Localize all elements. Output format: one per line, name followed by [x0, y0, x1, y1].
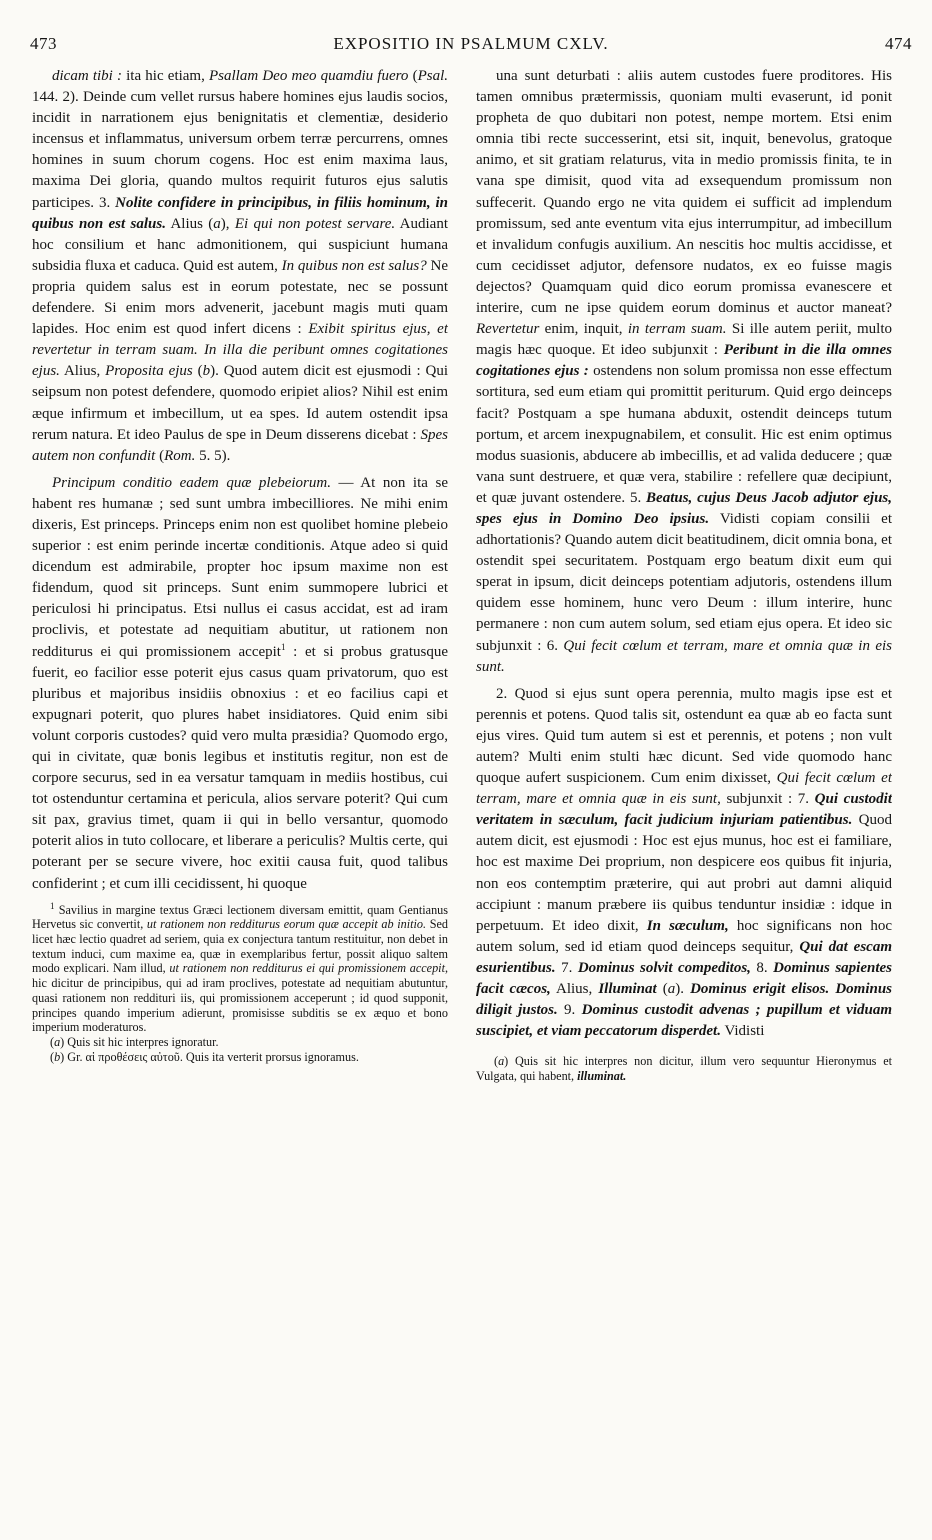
text-run: ( [494, 1054, 499, 1069]
text-run: — At non ita se habent res humanæ ; sed sunt umbra imbecilliores. Ne mihi enim dixeris, Est princeps. Princeps enim non est quolibet homine plebeio superior : est enim perinde incertæ conditionis. Atque adeo si quid dicendum est admirabile, propter hoc ipsum maxime non est fidendum, quod sit princeps. Sunt enim summopere lubrici et periculosi hi principatus. Etsi nullus ei casus accidat, est ad iram proclivis, et potestate ad nequitiam abutitur, ut rationem non redditurus ei qui promissionem accepit [32, 474, 448, 660]
text-run: Alius, [550, 981, 599, 998]
footnote [32, 1050, 448, 1065]
text-run: ), [220, 215, 235, 232]
text-run: Principum conditio eadem quæ plebeiorum. [52, 474, 331, 491]
text-run: ( [408, 68, 418, 84]
text-run: Qui fecit cœlum et terram, mare et omnia quæ in eis sunt. [476, 637, 892, 675]
text-run: ( [656, 981, 668, 998]
paragraph [476, 684, 892, 1043]
text-run: a [498, 1054, 505, 1069]
text-run: ( [50, 1049, 55, 1064]
running-title: EXPOSITIO IN PSALMUM CXLV. [333, 34, 609, 53]
text-run: Qui custodit veritatem in sæculum, facit judicium injuriam patientibus. [476, 791, 892, 829]
text-run: dicam tibi : [52, 68, 122, 84]
right-body [476, 66, 892, 1042]
text-run: Ne propria quidem salus est in eorum potestate, nec se possunt defendere. Si enim mors advenerit, jacebunt magis muti quam lapides. Hoc enim est quod infert dicens : [32, 257, 448, 338]
text-run: ut rationem non redditurus ei qui promissionem accepit [169, 961, 445, 976]
footnote-marker: 1 [50, 900, 55, 911]
text-run: Dominus sapientes facit cæcos, [476, 959, 892, 998]
text-run: Revertetur [476, 321, 540, 338]
text-run: ) Gr. αἱ προθέσεις αὐτοῦ. Quis ita verterit prorsus ignoramus. [60, 1049, 359, 1064]
text-run: Alius, [59, 363, 106, 380]
text-run: Dominus erigit elisos. Dominus diligit justos. [476, 981, 892, 1019]
left-column [32, 66, 448, 1520]
paragraph [32, 473, 448, 895]
footnote [32, 900, 448, 1035]
text-run: Psallam Deo meo quamdiu fuero [209, 68, 409, 84]
text-run: 9. [557, 1002, 582, 1019]
text-run: 5. 5). [195, 447, 231, 464]
text-run: Quod autem dicit, est ejusmodi : Hoc est ejus munus, hoc est ei familiare, hoc est maxime Dei proprium, non despicere eos quibus fit injuria, non eos contemptim præterire, qui aut probri aut damni aliquid accipiunt : manum præbere iis quibus tenduntur insidiæ : idque in perpetuum. Et ideo dixit, [476, 812, 892, 934]
text-run: hoc significans non hoc autem solum, sed id etiam quod deinceps sequitur, [476, 917, 892, 955]
text-run: in terram suam. [627, 321, 727, 338]
text-run: Savilius in margine textus Græci lectionem diversam emittit, quam Gentianus Hervetus sic convertit, [32, 902, 448, 932]
text-run: una sunt deturbati : aliis autem custodes fuere proditores. His tamen omnibus prætermissis, quoniam multi evaserunt, id ponit propheta de quo dubitari non potest, nempe mortem. Etsi enim omnia tibi recte successerint, etsi sit, inquit, benevolus, gratoque animo, et sit gratiam relaturus, vita in medio promissis finita, te in vana spe dimisit, quod vita ad exsequendum promissum non suffecerit. Quando ergo ne vita quidem ei sufficit ad implendum promissum, sed ante eventum vita ejus interrumpitur, ad imbecillum et invalidum confugis auxilium. An nescitis hoc multis accidisse, et cum cecidisset adjutor, defensore nudatos, ex eo fuisse magis dejectos? Quamquam quid dico eorum promissa evanescere et interire, cum ne ipse quidem eorum dominus et auctor maneat? [476, 68, 892, 317]
text-run: 144. 2). Deinde cum vellet rursus habere homines ejus laudis socios, incidit in narrationem ejus benignitatis et clementiæ, desiderio incensus et inflammatus, universum orbem terræ percurrens, omnes homines in suum chorum cogens. Hoc est enim maxima laus, maxima Dei gloria, quando multos requirit futuros ejus salutis participes. 3. [32, 89, 448, 211]
text-run: ) Quis sit hic interpres ignoratur. [60, 1034, 219, 1049]
text-run: Vidisti [720, 1023, 765, 1040]
text-run: ). Quod autem dicit est ejusmodi : Qui seipsum non potest defendere, quomodo eripiet alios? Nihil est enim æque infirmum et imbecillum, ut ea spes. Id autem ostendit ipsa rerum natura. Et ideo Paulus de spe in Deum disserens dicebat : [32, 363, 448, 443]
text-run: Illuminat [598, 981, 657, 998]
text-run: Audiant hoc consilium et hanc admonitionem, qui suspiciunt humana subsidia fluxa et caduca. Quid est autem, [32, 215, 448, 274]
text-run: In sæculum, [646, 917, 729, 934]
text-run: ). [675, 981, 691, 998]
text-run: ostendens non solum promissa non esse effectum sortitura, sed eum etiam qui promittit periturum. Quid ergo deinceps facit? Postquam a spe humana abduxit, ostendit deinceps tutum portum, et arcem inexpugnabilem, et consulit. Hic est enim optimus modus suasionis, abducere ab imbecillis, et ad valida deducere ; quæ vana sunt destruere, et quæ vera, stabilire : refellere quæ decipiunt, et quæ juvant ostendere. 5. [476, 363, 892, 506]
footnote-marker: 1 [280, 641, 286, 652]
text-run: ut rationem non redditurus eorum quæ accepit ab initio. [146, 917, 427, 932]
text-run: a [213, 215, 221, 232]
running-header [30, 34, 912, 60]
footnote [32, 1035, 448, 1050]
text-run: ) Quis sit hic interpres non dicitur, illum vero sequuntur Hieronymus et Vulgata, qui habent, [476, 1054, 892, 1084]
text-run: In quibus non est salus? [281, 257, 427, 274]
text-run: Peribunt in die illa omnes cogitationes ejus : [476, 342, 892, 380]
text-run: Psal. [417, 68, 448, 84]
right-column [476, 66, 892, 1520]
text-run: Beatus, cujus Deus Jacob adjutor ejus, spes ejus in Domino Deo ipsius. [476, 489, 892, 527]
text-run: Vidisti copiam consilii et adhortationis? Quando autem dicit beatitudinem, dicit omnia bona, et ostendit spei securitatem. Postquam ergo beatum dixit eum qui sperat in ipsum, dicit deinceps potentiam adjutoris, ostendens illum quidem esse hominem, hunc vero Deum : illum interire, hunc permanere : non cum autem solum, sed etiam ejus opera. Et ideo sic subjunxit : 6. [476, 510, 892, 654]
paragraph [476, 66, 892, 678]
page-number-right: 474 [885, 34, 912, 53]
text-run: ( [155, 447, 165, 464]
text-run: Rom. [164, 447, 196, 464]
text-run: Dominus custodit advenas ; pupillum et viduam suscipiet, et viam peccatorum disperdet. [476, 1002, 892, 1040]
text-run: Qui dat escam esurientibus. [476, 938, 892, 976]
text-run: Alius ( [165, 215, 214, 232]
text-run: illuminat. [577, 1069, 627, 1084]
text-run: b [54, 1049, 61, 1064]
text-run: , hic dicitur de principibus, qui ad iram proclives, potestate ad nequitiam abutuntur, quasi rationem non reddituri iis, qui promissionem acceperunt ; id quod supponit, principes quando imperium adierunt, promisisse subditis se ex æquo et bono imperium moderaturos. [32, 961, 448, 1035]
text-run: a [54, 1034, 61, 1049]
text-run: Spes autem non confundit [32, 426, 448, 464]
text-run: ( [192, 363, 203, 380]
text-run: Exibit spiritus ejus, et revertetur in terram suam. In illa die peribunt omnes cogitationes ejus. [32, 321, 448, 380]
text-run: Qui fecit cœlum et terram, mare et omnia quæ in eis sunt [476, 770, 892, 808]
text-run: enim, inquit, [539, 321, 628, 338]
text-run: ita hic etiam, [121, 68, 210, 84]
text-run: 2. Quod si ejus sunt opera perennia, multo magis ipse est et perennis et potens. Quod talis sit, ostendunt ea quæ ab eo facta sunt ejus vires. Quid tum autem si est et perennis, et potens ; non vult autem? Multi enim stulti hæc dicunt. Sed vide quomodo hanc quoque aufert suspicionem. Cum enim dixisset, [476, 685, 892, 787]
left-footnotes [32, 900, 448, 1065]
text-run: b [202, 363, 211, 380]
left-body [32, 66, 448, 895]
text-run: Proposita ejus [105, 363, 193, 380]
text-run: : et si probus gratusque fuerit, eo facilior esse poterit ejus casus quam privatorum, quo est pluribus et majoribus insidiis obnoxius : et eo facilius capi et expugnari poterit, quo plures habet insidiatores. Quid enim sibi volunt corporis custodes? quid vero multa præsidia? Quomodo ergo, qui in civitate, quæ bonis legibus et institutis regitur, non est de corpore securus, sed in ea versatur tamquam in mediis hostibus, cui tot ostenduntur certamina et pericula, alios servare poterit? Qui cum sit pax, gravius timet, quam ii qui in bello versantur, quomodo poterit alios in tuto collocare, et liberare a periculis? Multis certe, qui poterant per se secure vivere, hoc exitii causa fuit, quod talibus confiderint ; et cum illi cecidissent, hi quoque [32, 643, 448, 892]
paragraph [32, 66, 448, 467]
footnote [476, 1054, 892, 1083]
text-run: 8. [750, 959, 774, 976]
text-run: Ei qui non potest servare. [234, 215, 396, 232]
text-run: Si ille autem periit, multo magis hæc quoque. Et ideo subjunxit : [476, 321, 892, 359]
text-run: Sed licet hæc lectio quadret ad seriem, quia ex conjectura tantum restituitur, non debet in textum induci, cum maxime ea, quæ in exemplaribus fertur, possit aliquo saltem modo explicari. Nam illud, [32, 917, 448, 976]
right-footnotes [476, 1054, 892, 1083]
text-run: a [667, 981, 676, 998]
text-run: , subjunxit : 7. [717, 791, 815, 808]
text-run: ( [50, 1034, 55, 1049]
text-run: Nolite confidere in principibus, in filiis hominum, in quibus non est salus. [32, 194, 448, 232]
text-run: Dominus solvit compeditos, [577, 959, 751, 976]
page-number-left: 473 [30, 34, 57, 53]
text-run: 7. [555, 959, 578, 976]
